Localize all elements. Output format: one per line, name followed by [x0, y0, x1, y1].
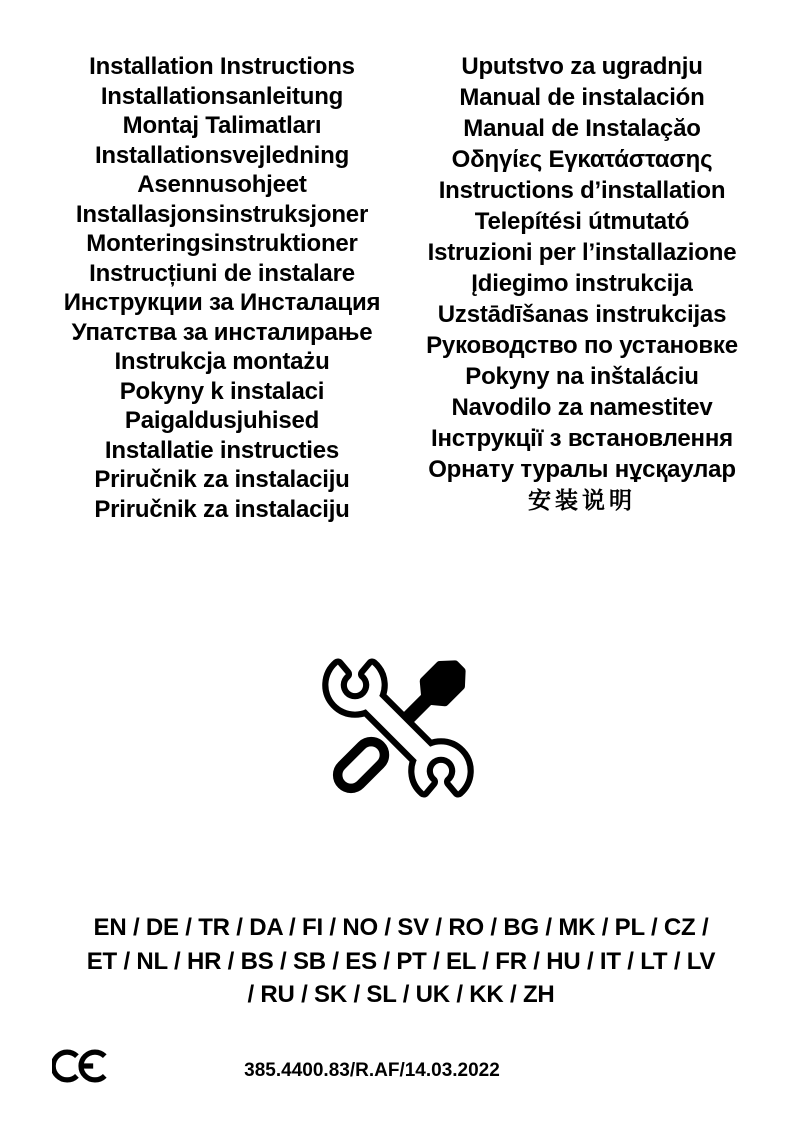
installation-title-line: 安装说明 [528, 487, 636, 513]
installation-title-line: Руководство по установке [426, 332, 738, 359]
installation-title-line: Manual de Instalaçăo [463, 115, 701, 142]
installation-title-line: Instrukcja montażu [114, 348, 330, 375]
language-codes-line: ET / NL / HR / BS / SB / ES / PT / EL / FR / HU / IT / LT / LV [86, 947, 716, 975]
language-codes-line: EN / DE / TR / DA / FI / NO / SV / RO / BG / MK / PL / CZ / [93, 914, 709, 941]
installation-title-line: Monteringsinstruktioner [86, 230, 358, 257]
installation-title-line: Uputstvo za ugradnju [461, 53, 703, 80]
installation-title-line: Installatie instructies [104, 436, 340, 464]
tools-graphic [303, 633, 493, 823]
installation-title-line: Montaj Talimatları [122, 112, 322, 139]
wrench-screwdriver-icon [303, 633, 493, 823]
installation-title-line: Pokyny na inštaláciu [465, 363, 699, 390]
installation-title-line: Asennusohjeet [137, 171, 307, 198]
installation-title-line: Installasjonsinstruksjoner [75, 200, 369, 228]
language-codes-list [0, 911, 802, 1012]
installation-title-line: Uzstādīšanas instrukcijas [437, 301, 727, 328]
installation-title-line: Інструкції з встановлення [431, 425, 733, 452]
installation-title-line: Упатства за инсталирање [71, 318, 373, 346]
installation-title-line: Орнату туралы нұсқаулар [428, 456, 736, 483]
installation-title-line: Įdiegimo instrukcija [471, 270, 693, 297]
installation-title-line: Navodilo za namestitev [451, 394, 713, 421]
installation-title-line: Paigaldusjuhised [124, 407, 320, 434]
installation-title-line: Priručnik za instalaciju [94, 495, 350, 523]
title-column-left [40, 52, 404, 524]
installation-title-line: Installation Instructions [89, 53, 355, 80]
language-codes-line: / RU / SK / SL / UK / KK / ZH [247, 981, 555, 1008]
installation-title-line: Installationsanleitung [100, 82, 344, 110]
installation-title-line: Instructions d’installation [438, 177, 726, 204]
title-column-right [396, 51, 768, 516]
installation-title-line: Telepítési útmutató [474, 208, 690, 235]
installation-title-line: Priručnik za instalaciju [94, 466, 350, 493]
installation-title-line: Pokyny k instalaci [119, 377, 325, 405]
installation-title-line: Instrucțiuni de instalare [89, 259, 355, 287]
document-number: 385.4400.83/R.AF/14.03.2022 [244, 1060, 500, 1081]
installation-title-line: Инструкции за Инсталация [63, 289, 381, 316]
installation-title-line: Installationsvejledning [94, 141, 350, 169]
installation-title-line: Manual de instalación [459, 84, 705, 111]
installation-title-line: Istruzioni per l’installazione [427, 239, 737, 266]
installation-title-line: Οδηγίες Εγκατάστασης [451, 146, 713, 173]
